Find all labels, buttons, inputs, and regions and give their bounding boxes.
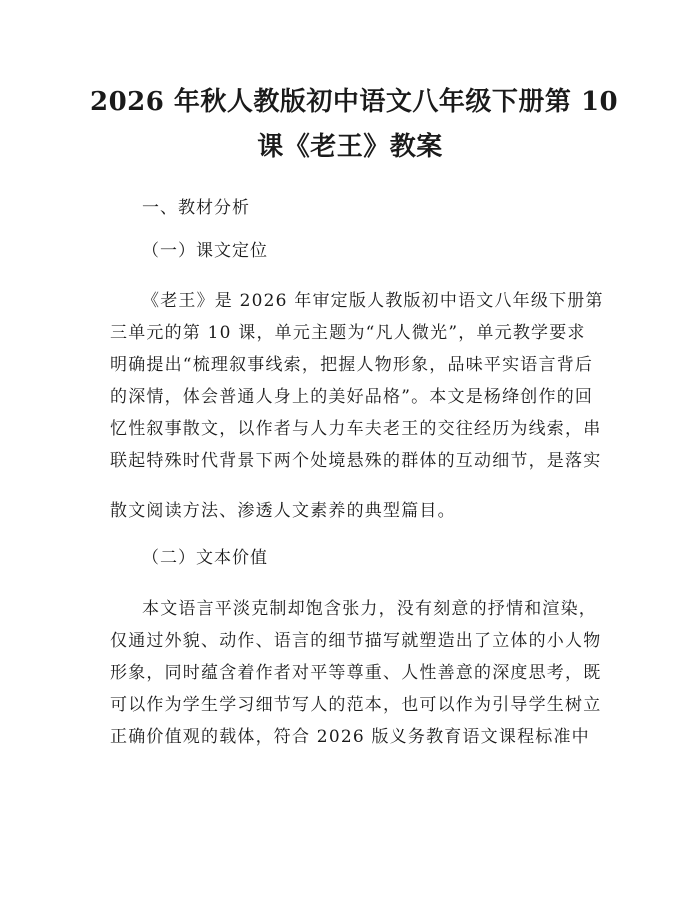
document-title-line-1: 2026 年秋人教版初中语文八年级下册第 10	[90, 87, 619, 117]
paragraph-2-line: 正确价值观的载体，符合 2026 版义务教育语文课程标准中	[110, 727, 590, 747]
paragraph-2-line: 仅通过外貌、动作、语言的细节描写就塑造出了立体的小人物	[110, 631, 602, 651]
paragraph-1-line: 忆性叙事散文，以作者与人力车夫老王的交往经历为线索，串	[110, 419, 602, 439]
paragraph-1-line: 三单元的第 10 课，单元主题为“凡人微光”，单元教学要求	[110, 323, 586, 343]
paragraph-1-line: 联起特殊时代背景下两个处境悬殊的群体的互动细节，是落实	[110, 451, 602, 471]
paragraph-1-line: 的深情，体会普通人身上的美好品格”。本文是杨绛创作的回	[110, 387, 594, 407]
paragraph-2-line: 本文语言平淡克制却饱含张力，没有刻意的抒情和渲染，	[142, 599, 597, 619]
subsection-heading-text-value: （二）文本价值	[142, 548, 268, 568]
section-heading-teaching-material-analysis: 一、教材分析	[142, 198, 250, 218]
paragraph-1-line: 散文阅读方法、渗透人文素养的典型篇目。	[110, 501, 456, 521]
paragraph-2-line: 形象，同时蕴含着作者对平等尊重、人性善意的深度思考，既	[110, 663, 602, 683]
paragraph-1-line: 《老王》是 2026 年审定版人教版初中语文八年级下册第	[142, 291, 604, 311]
paragraph-1-line: 明确提出“梳理叙事线索，把握人物形象，品味平实语言背后	[110, 355, 594, 375]
paragraph-2-line: 可以作为学生学习细节写人的范本，也可以作为引导学生树立	[110, 695, 602, 715]
document-title-line-2: 课《老王》教案	[257, 132, 443, 162]
subsection-heading-text-positioning: （一）课文定位	[142, 241, 268, 261]
